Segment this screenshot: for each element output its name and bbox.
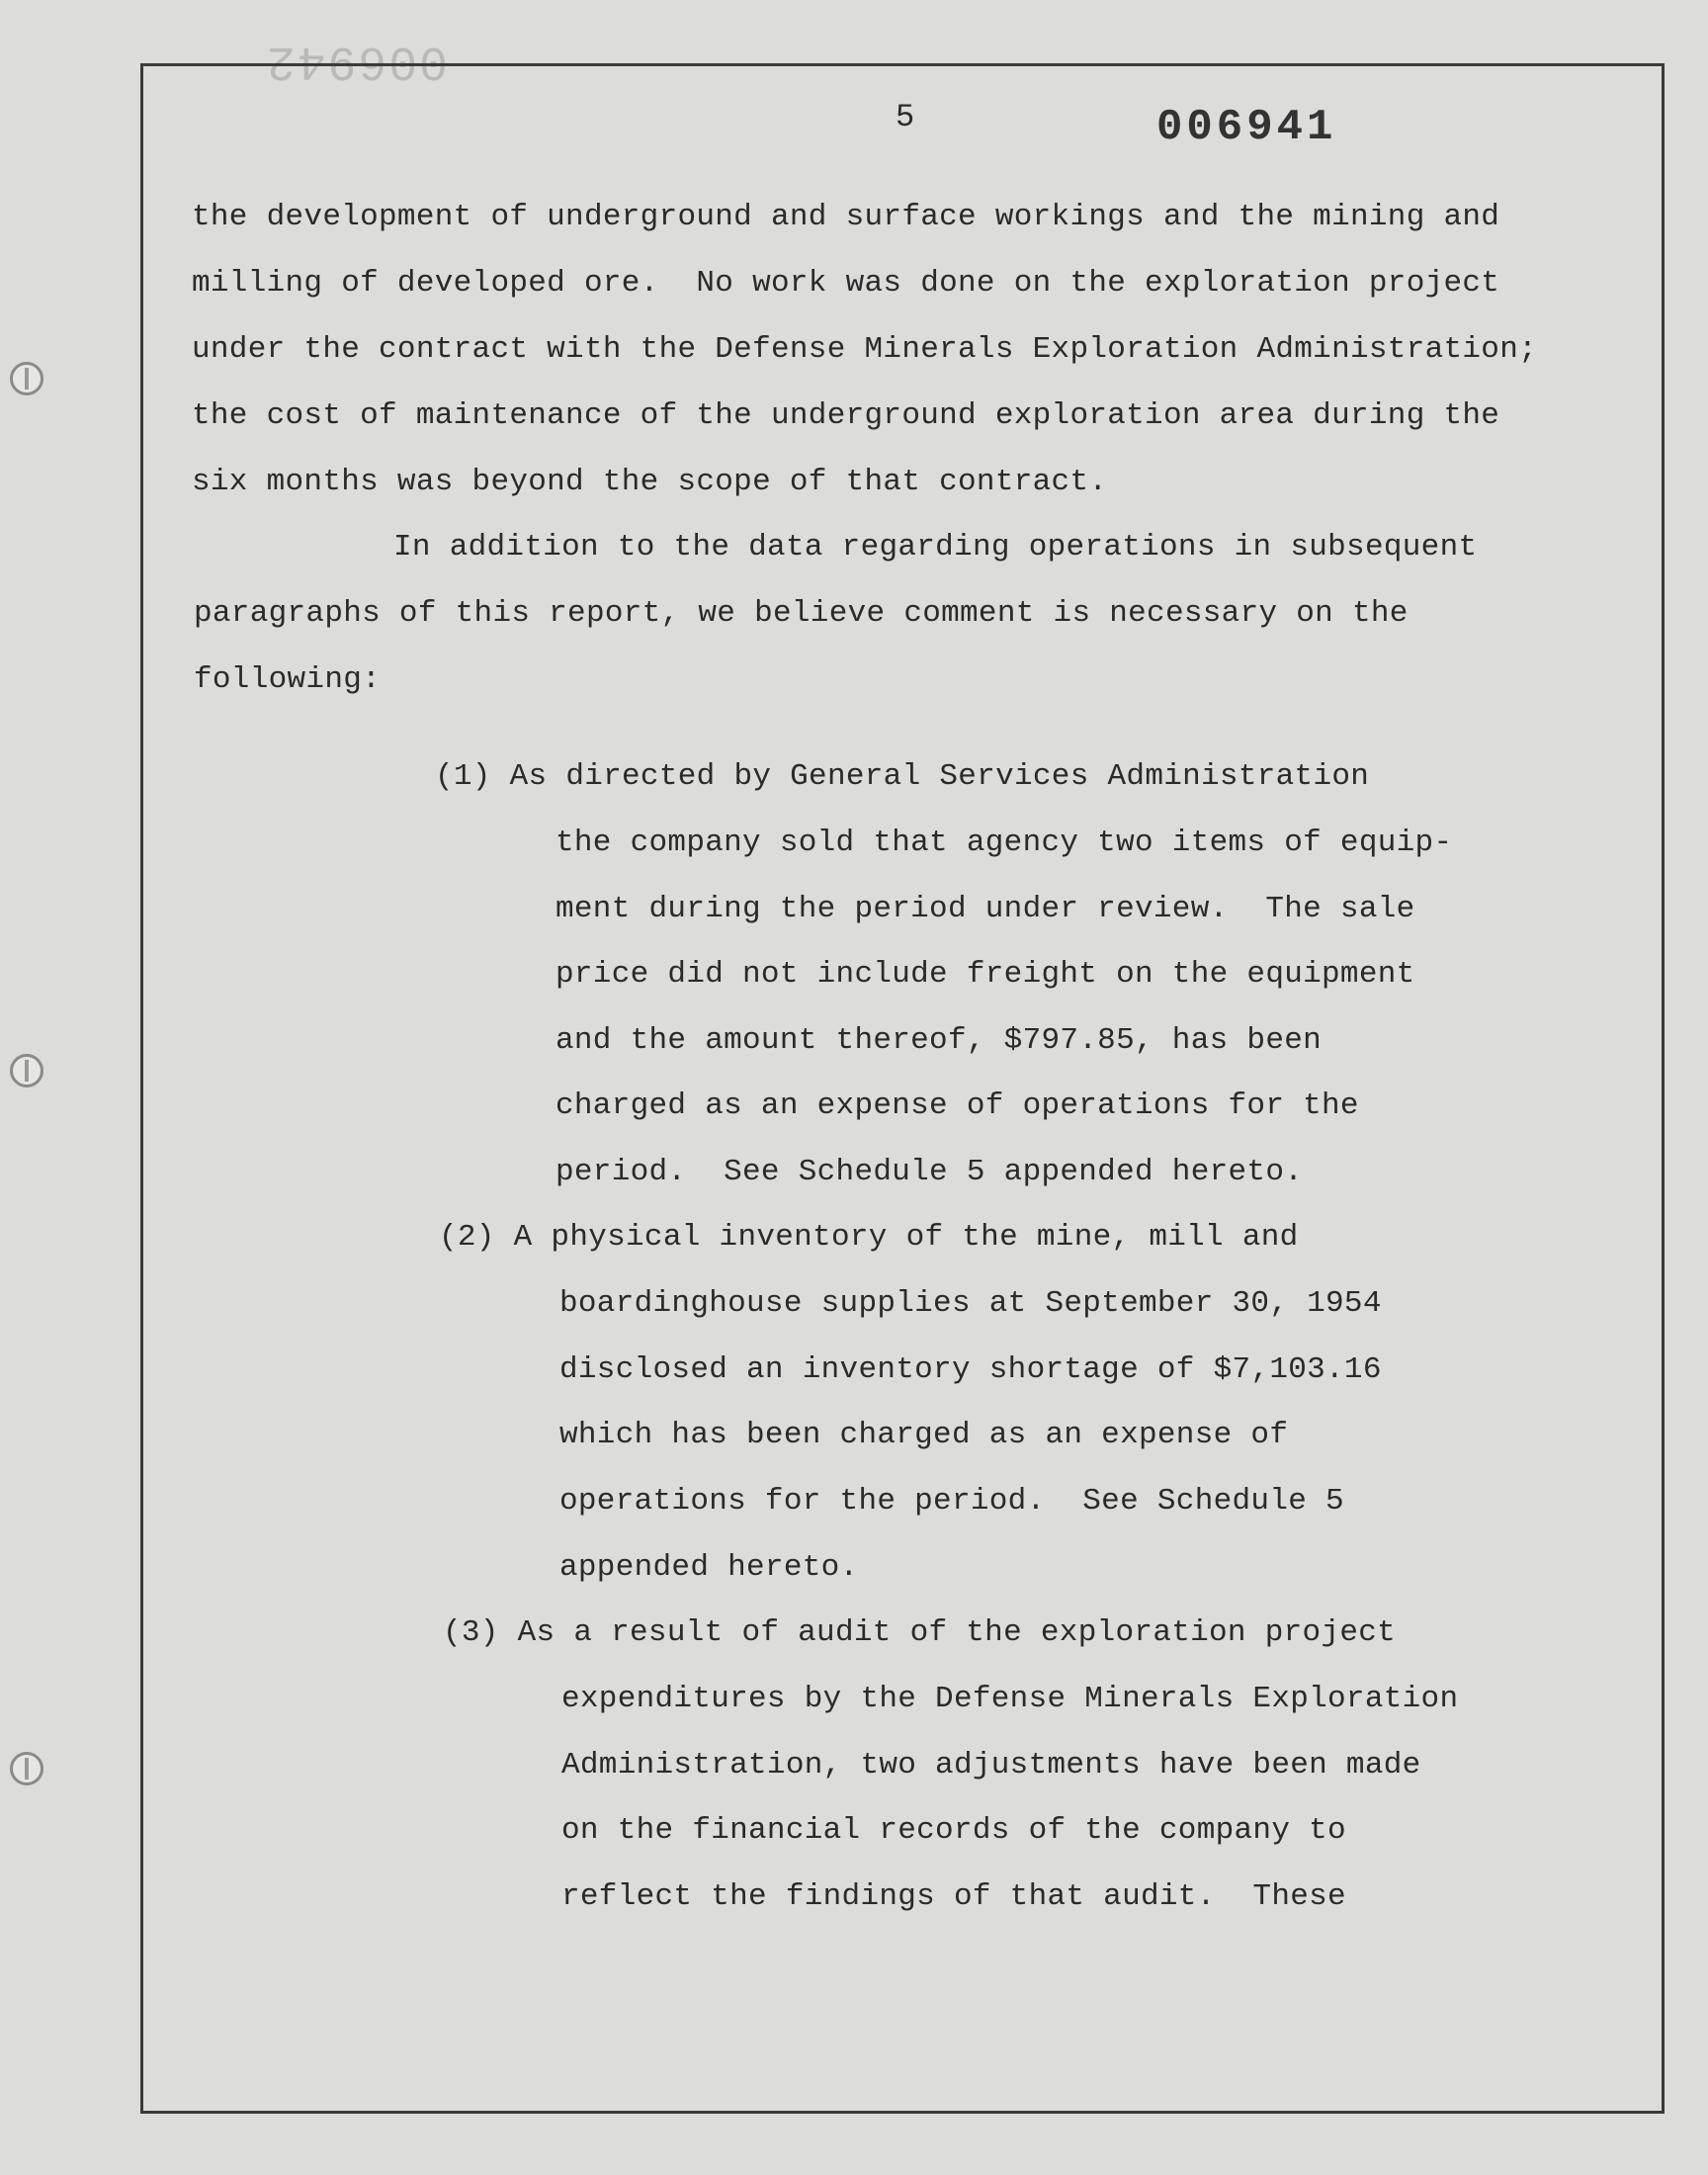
punch-hole-icon: [10, 1752, 43, 1785]
text-line: the development of underground and surface workings and the mining and: [192, 200, 1500, 234]
text-line: following:: [194, 662, 382, 697]
punch-hole-icon: [10, 362, 43, 395]
ghost-document-number: 006942: [265, 34, 448, 87]
text-line: boardinghouse supplies at September 30, 1954: [559, 1286, 1382, 1321]
text-line: charged as an expense of operations for the: [555, 1088, 1359, 1123]
text-line: six months was beyond the scope of that contract.: [192, 465, 1108, 499]
text-line: milling of developed ore. No work was done on the exploration project: [192, 266, 1500, 301]
text-line: ment during the period under review. The sale: [555, 892, 1415, 926]
text-line: operations for the period. See Schedule 5: [559, 1484, 1344, 1519]
text-line: reflect the findings of that audit. These: [561, 1879, 1346, 1914]
document-number-stamp: 006941: [1156, 103, 1337, 152]
punch-hole-icon: [10, 1054, 43, 1088]
text-line: on the financial records of the company to: [561, 1813, 1346, 1848]
page-number: 5: [896, 99, 915, 135]
text-line: the cost of maintenance of the underground exploration area during the: [192, 398, 1500, 433]
text-line: (2) A physical inventory of the mine, mill and: [439, 1220, 1299, 1255]
text-line: In addition to the data regarding operations in subsequent: [393, 530, 1478, 565]
text-line: disclosed an inventory shortage of $7,103.16: [559, 1352, 1382, 1387]
text-line: appended hereto.: [559, 1550, 859, 1585]
text-line: the company sold that agency two items of equip-: [555, 826, 1453, 860]
text-line: (3) As a result of audit of the exploration project: [443, 1615, 1397, 1650]
text-line: and the amount thereof, $797.85, has been: [555, 1023, 1323, 1058]
text-line: paragraphs of this report, we believe comment is necessary on the: [194, 596, 1409, 631]
text-line: under the contract with the Defense Minerals Exploration Administration;: [192, 332, 1538, 367]
text-line: price did not include freight on the equipment: [555, 957, 1415, 992]
text-line: period. See Schedule 5 appended hereto.: [555, 1155, 1304, 1189]
text-line: expenditures by the Defense Minerals Exploration: [561, 1682, 1459, 1716]
text-line: (1) As directed by General Services Administration: [435, 759, 1370, 794]
text-line: Administration, two adjustments have been made: [561, 1748, 1421, 1783]
text-line: which has been charged as an expense of: [559, 1418, 1289, 1452]
